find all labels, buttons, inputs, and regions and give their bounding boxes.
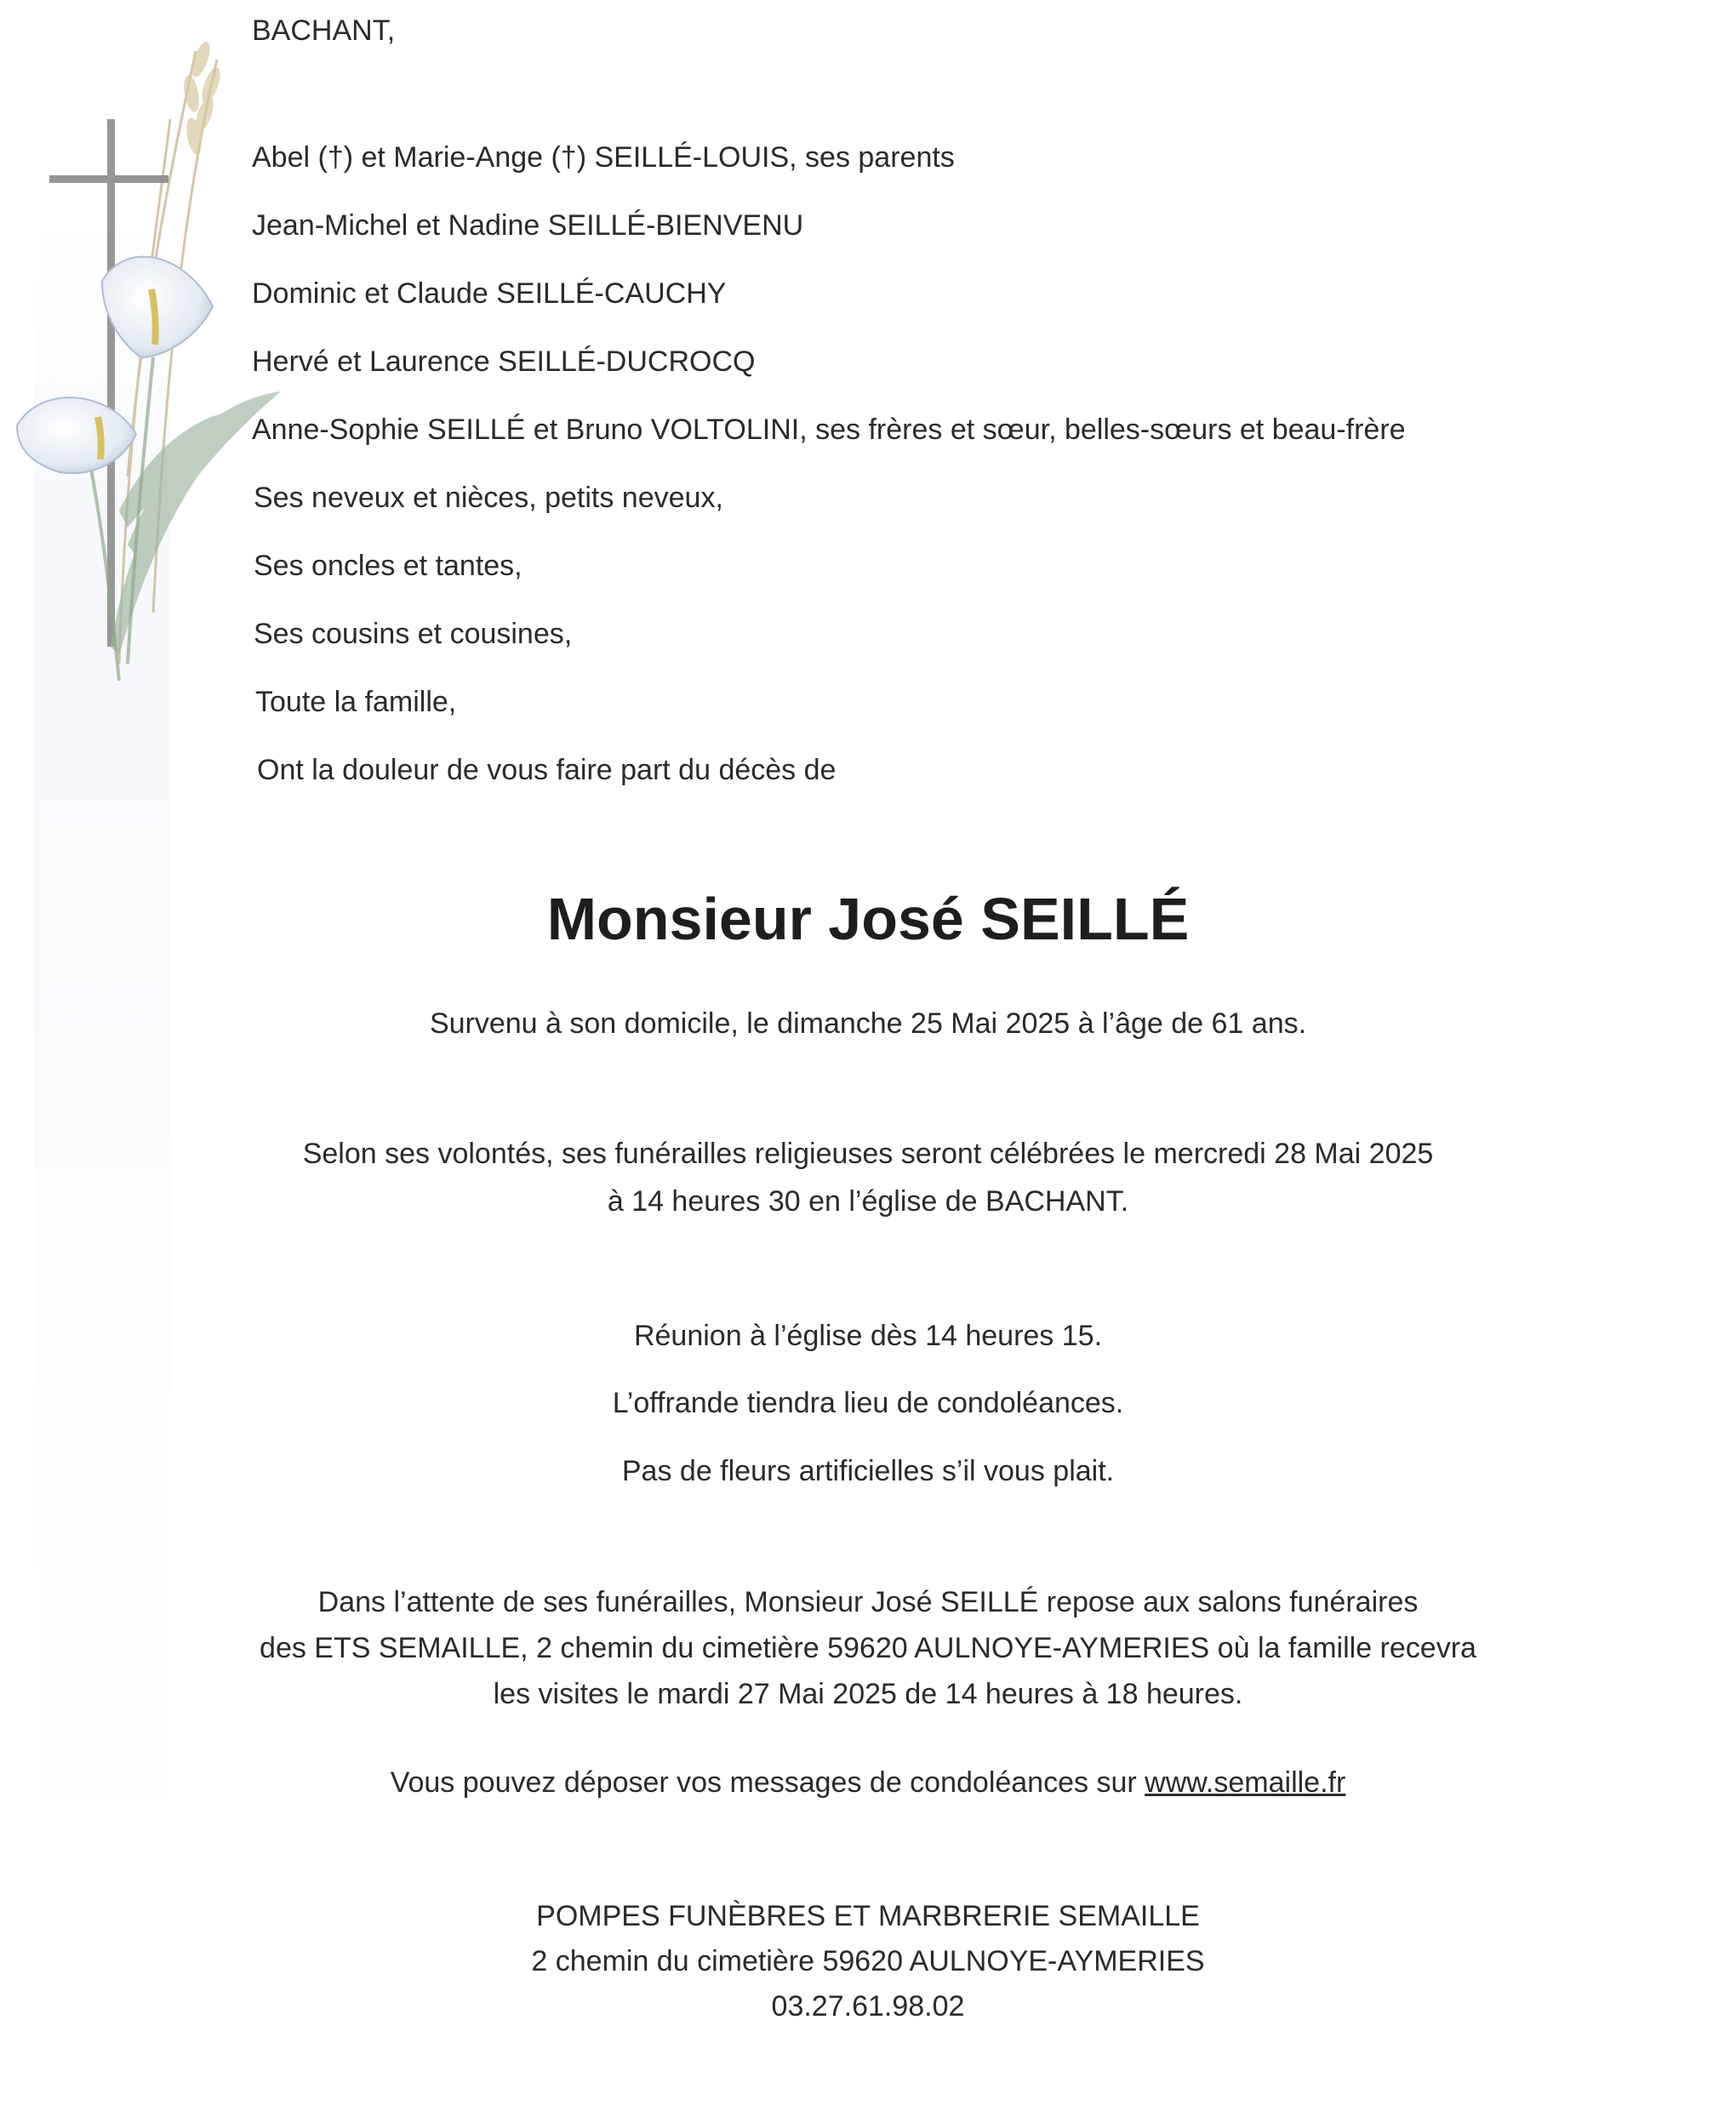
visitation-line: Dans l’attente de ses funérailles, Monsieur José SEILLÉ repose aux salons funéraires: [317, 1586, 1419, 1618]
visitation-line: les visites le mardi 27 Mai 2025 de 14 heures à 18 heures.: [493, 1678, 1243, 1710]
family-line-siblings: Anne-Sophie SEILLÉ et Bruno VOLTOLINI, ses frères et sœur, belles-sœurs et beau-frère: [252, 414, 1406, 446]
company-name: POMPES FUNÈBRES ET MARBRERIE SEMAILLE: [536, 1900, 1200, 1932]
funeral-line: à 14 heures 30 en l’église de BACHANT.: [607, 1185, 1129, 1218]
death-date-line: Survenu à son domicile, le dimanche 25 Mai 2025 à l’âge de 61 ans.: [429, 1007, 1307, 1040]
note-line: Pas de fleurs artificielles s’il vous plait.: [621, 1455, 1115, 1487]
family-line: Hervé et Laurence SEILLÉ-DUCROCQ: [252, 345, 756, 378]
town-heading: BACHANT,: [252, 14, 396, 47]
condolences-line: [0, 1766, 1736, 1800]
family-line: Ses oncles et tantes,: [254, 550, 523, 582]
note-line: L’offrande tiendra lieu de condoléances.: [612, 1387, 1124, 1419]
family-line-parents: Abel (†) et Marie-Ange (†) SEILLÉ-LOUIS, ses parents: [252, 141, 955, 174]
family-line: Ses cousins et cousines,: [254, 618, 573, 650]
deceased-name: Monsieur José SEILLÉ: [546, 886, 1190, 952]
family-line: Toute la famille,: [255, 686, 457, 718]
company-phone: 03.27.61.98.02: [771, 1990, 965, 2022]
family-line: Jean-Michel et Nadine SEILLÉ-BIENVENU: [252, 209, 804, 242]
funeral-line: Selon ses volontés, ses funérailles religieuses seront célébrées le mercredi 28 Mai 2025: [302, 1138, 1434, 1170]
website-link[interactable]: www.semaille.fr: [1145, 1766, 1346, 1799]
note-line: Réunion à l’église dès 14 heures 15.: [633, 1320, 1103, 1352]
family-line: Dominic et Claude SEILLÉ-CAUCHY: [252, 277, 727, 310]
visitation-line: des ETS SEMAILLE, 2 chemin du cimetière 59620 AULNOYE-AYMERIES où la famille recevra: [260, 1632, 1476, 1664]
condolences-text: Vous pouvez déposer vos messages de condoléances sur: [390, 1766, 1145, 1799]
company-address: 2 chemin du cimetière 59620 AULNOYE-AYMERIES: [531, 1945, 1205, 1977]
announcement-line: Ont la douleur de vous faire part du décès de: [257, 754, 837, 786]
family-line: Ses neveux et nièces, petits neveux,: [254, 482, 723, 514]
